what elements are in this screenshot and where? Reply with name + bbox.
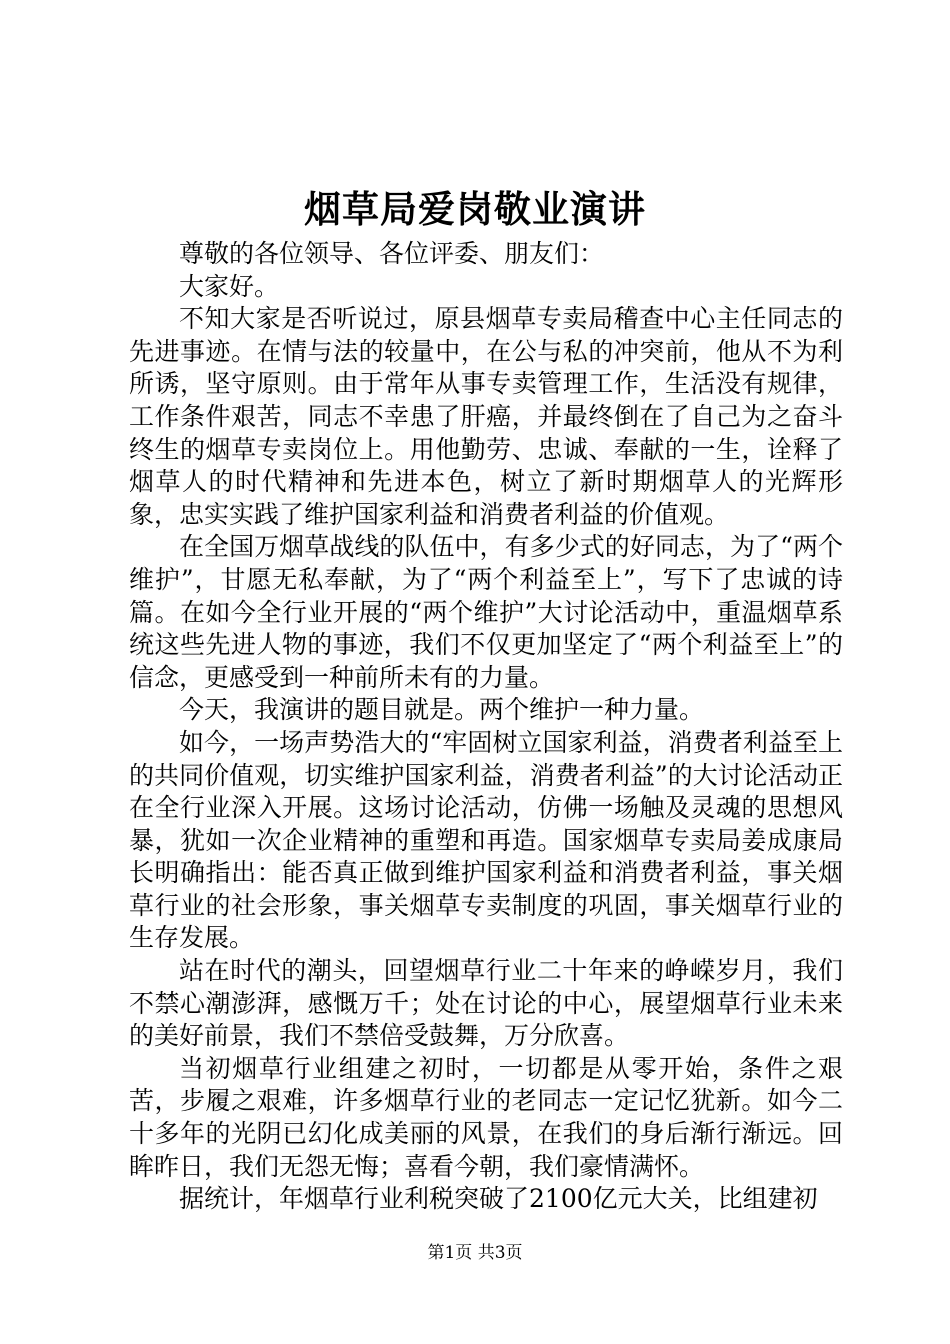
body-paragraph: 当初烟草行业组建之初时，一切都是从零开始，条件之艰苦，步履之艰难，许多烟草行业的老同志一定记忆犹新。如今二十多年的光阴已幻化成美丽的风景，在我们的身后渐行渐远。回眸昨日，我们无怨无悔；喜看今朝，我们豪情满怀。: [129, 1053, 843, 1181]
page-footer: 第1页 共3页: [427, 1243, 523, 1263]
body-paragraph: 如今，一场声势浩大的“牢固树立国家利益，消费者利益至上的共同价值观，切实维护国家利益，消费者利益”的大讨论活动正在全行业深入开展。这场讨论活动，仿佛一场触及灵魂的思想风暴，犹如一次企业精神的重塑和再造。国家烟草专卖局姜成康局长明确指出：能否真正做到维护国家利益和消费者利益，事关烟草行业的社会形象，事关烟草专卖制度的巩固，事关烟草行业的生存发展。: [129, 727, 843, 953]
salutation-paragraph: 尊敬的各位领导、各位评委、朋友们：: [179, 239, 605, 268]
greeting-paragraph: 大家好。: [179, 271, 280, 301]
body-paragraph: 不知大家是否听说过，原县烟草专卖局稽查中心主任同志的先进事迹。在情与法的较量中，在公与私的冲突前，他从不为利所诱，坚守原则。由于常年从事专卖管理工作，生活没有规律，工作条件艰苦，同志不幸患了肝癌，并最终倒在了自己为之奋斗终生的烟草专卖岗位上。用他勤劳、忠诚、奉献的一生，诠释了烟草人的时代精神和先进本色，树立了新时期烟草人的光辉形象，忠实实践了维护国家利益和消费者利益的价值观。: [129, 304, 843, 529]
document-body: [129, 238, 843, 1216]
document-title: 烟草局爱岗敬业演讲: [304, 187, 646, 231]
body-paragraph: 在全国万烟草战线的队伍中，有多少式的好同志，为了“两个维护”，甘愿无私奉献，为了“两个利益至上”，写下了忠诚的诗篇。在如今全行业开展的“两个维护”大讨论活动中，重温烟草系统这些先进人物的事迹，我们不仅更加坚定了“两个利益至上”的信念，更感受到一种前所未有的力量。: [129, 532, 843, 692]
body-paragraph: 据统计，年烟草行业利税突破了2100亿元大关，比组建初: [179, 1184, 818, 1214]
body-paragraph: 站在时代的潮头，回望烟草行业二十年来的峥嵘岁月，我们不禁心潮澎湃，感慨万千；处在讨论的中心，展望烟草行业未来的美好前景，我们不禁倍受鼓舞，万分欣喜。: [129, 956, 843, 1051]
body-paragraph: 今天，我演讲的题目就是。两个维护一种力量。: [179, 695, 705, 725]
